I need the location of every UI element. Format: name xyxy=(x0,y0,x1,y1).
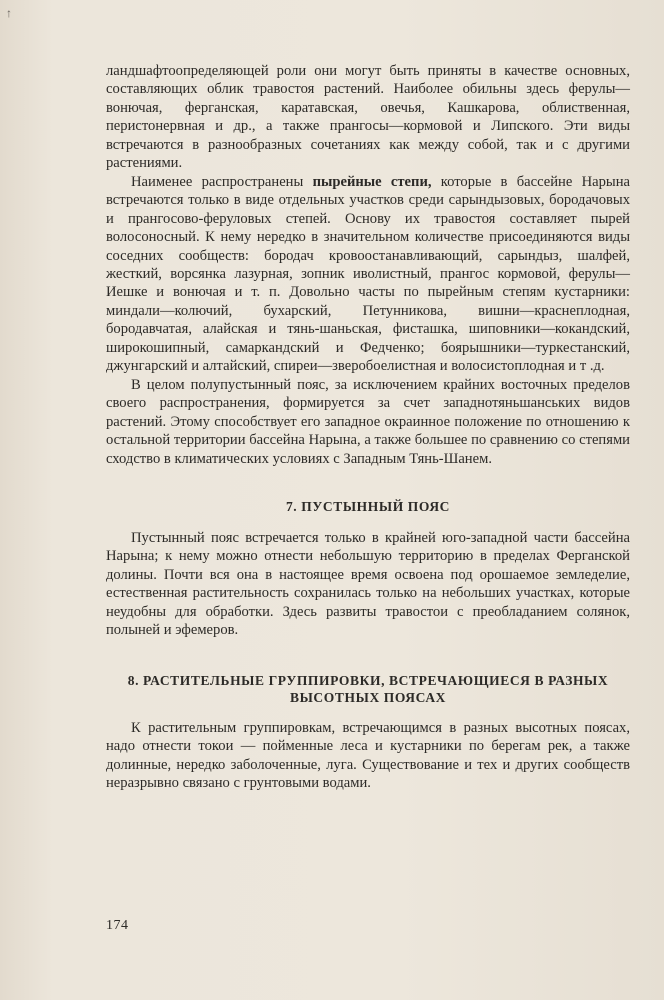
paragraph-3: В целом полупустынный пояс, за исключением крайних восточных пределов своего распространения, формируется за счет западнотяньшанських видов растений. Этому способствует его западное окраинное положение по отношению к остальной территории бассейна Нарына, а также большее по сравнению со степями сходство в климатических условиях с Западным Тянь-Шанем. xyxy=(106,376,630,467)
section-8-heading-line-1: 8. РАСТИТЕЛЬНЫЕ ГРУППИРОВКИ, ВСТРЕЧАЮЩИЕСЯ В РАЗНЫХ xyxy=(127,672,609,688)
paragraph-2-lead: Наименее распространены xyxy=(131,173,313,190)
paragraph-5: К растительным группировкам, встречающимся в разных высотных поясах, надо отнести токои — пойменные леса и кустарники по берегам рек, а также долинные, нередко заболоченные, луга. Существование и тех и других сообществ неразрывно связано с грунтовыми водами. xyxy=(106,719,630,792)
section-7-heading: 7. ПУСТЫННЫЙ ПОЯС xyxy=(285,498,451,514)
corner-mark: ↑ xyxy=(6,6,12,20)
paragraph-1: ландшафтоопределяющей роли они могут быть приняты в качестве основных, составляющих облик травостоя растений. Наиболее обильны здесь ферулы—вонючая, ферганская, каратавская, овечья, Кашкарова, облиственная, перистонервная и др., а также прангосы—кормовой и Липского. Эти виды встречаются в разнообразных сочетаниях как между собой, так и с другими растениями. xyxy=(106,63,630,172)
term-wheatgrass-steppes: пырейные степи, xyxy=(312,173,432,190)
page-number: 174 xyxy=(106,918,129,933)
paragraph-2-body: которые в бассейне Нарына встречаются только в виде отдельных участков среди сарындызовых, бородачовых и прангосово-феруловых степей. Основу их травостоя составляет пырей волосоносный. К нему нередко в значительном количестве присоединяются виды соседних сообществ: бородач кровоостанавливающий, сарындыз, шалфей, жесткий, ворсянка лазурная, зопник иволистный, прангос кормовой, ферулы—Иешке и вонючая и т. п. Довольно часты по пырейным степям кустарники: миндали—колючий, бухарский, Петунникова, вишни—краснеплодная, бородавчатая, алайская и тянь-шаньская, фисташка, шиповники—кокандский, широкошипный, самаркандский и Федченко; боярышники—туркестанский, джунгарский и алтайский, спиреи—зверобоелистная и волосистоплодная и т .д. xyxy=(106,173,630,375)
text-column xyxy=(106,62,630,793)
section-8-heading-line-2: ВЫСОТНЫХ ПОЯСАХ xyxy=(289,690,447,706)
paragraph-4: Пустынный пояс встречается только в крайней юго-западной части бассейна Нарына; к нему можно отнести небольшую территорию в пределах Ферганской долины. Почти вся она в настоящее время освоена под орошаемое земледелие, естественная растительность сохранилась только на небольших участках, которые неудобны для обработки. Здесь развиты травостои с преобладанием солянок, полыней и эфемеров. xyxy=(106,529,630,639)
section-8-heading xyxy=(106,672,630,707)
paragraph-2 xyxy=(106,173,630,376)
